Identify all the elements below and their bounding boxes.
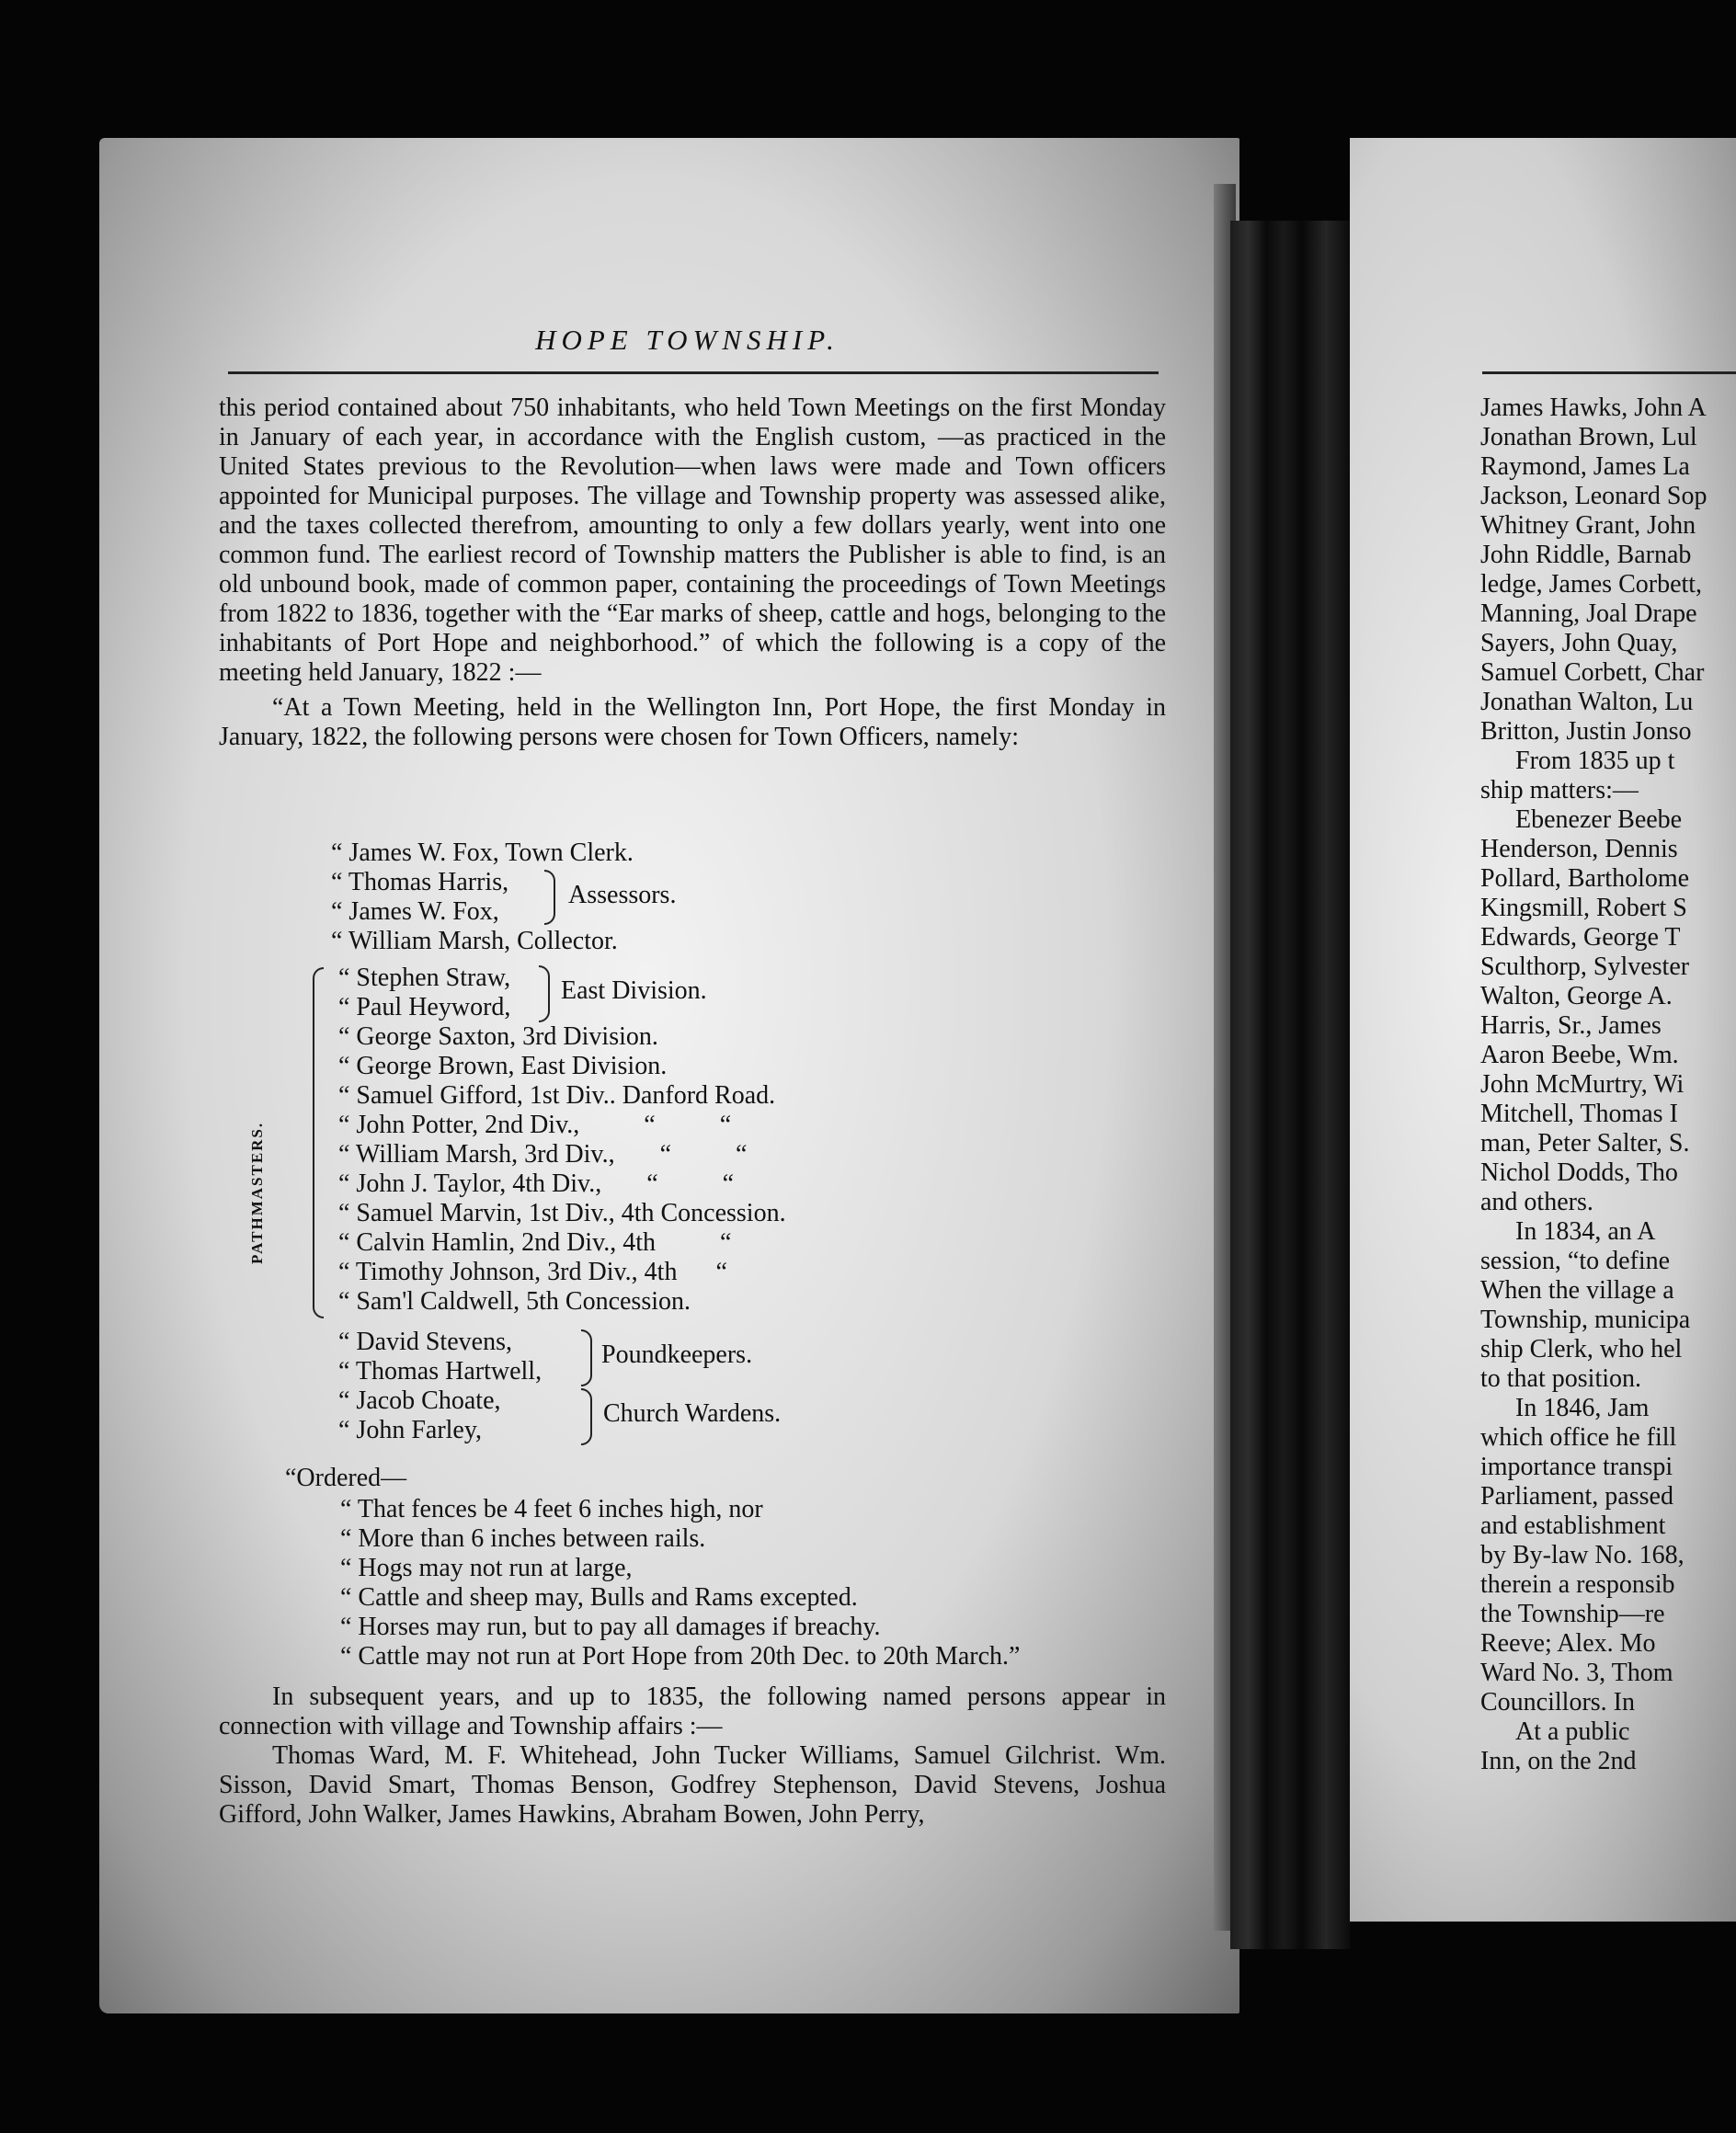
right-page-line: by By-law No. 168, [1480,1541,1685,1569]
right-page-line: the Township—re [1480,1600,1665,1628]
right-page-line: Harris, Sr., James [1480,1011,1662,1040]
right-page-line: and others. [1480,1188,1593,1216]
pathmasters-label: PATHMASTERS. [248,1121,266,1264]
assessors-brace [544,870,555,925]
right-header-rule [1482,371,1736,374]
orders-list [340,1495,1020,1671]
right-page-line: Township, municipa [1480,1306,1691,1334]
keeper-line: “ Thomas Hartwell, [338,1357,542,1386]
right-page-line: Walton, George A. [1480,982,1673,1010]
intro-text [219,394,1166,752]
right-page-line: Manning, Joal Drape [1480,599,1697,628]
header-rule [228,371,1159,374]
right-page-line: Kingsmill, Robert S [1480,894,1687,922]
right-page-line: Whitney Grant, John [1480,511,1696,540]
right-page-line: ship matters:— [1480,776,1639,804]
pathmaster-line: “ John J. Taylor, 4th Div., “ “ [338,1169,735,1198]
pathmaster-line: “ William Marsh, 3rd Div., “ “ [338,1140,748,1169]
pathmaster-line: “ Sam'l Caldwell, 5th Concession. [338,1287,691,1316]
meeting-paragraph: “At a Town Meeting, held in the Wellington Inn, Port Hope, the first Monday in January, 1822, the following persons were chosen for Town Officers, namely: [219,693,1166,751]
order-line: “ More than 6 inches between rails. [340,1524,706,1553]
church-wardens-brace [581,1388,592,1445]
assessors-label: Assessors. [568,881,677,909]
poundkeepers-label: Poundkeepers. [601,1340,753,1369]
order-line: “ That fences be 4 feet 6 inches high, nor [340,1495,763,1523]
right-page-line: John Riddle, Barnab [1480,541,1692,569]
keepers-list [338,1328,542,1445]
pathmaster-line: “ Paul Heyword, [338,993,511,1021]
keeper-line: “ John Farley, [338,1416,483,1444]
right-page-line: ledge, James Corbett, [1480,570,1703,599]
right-page-line: At a public [1515,1717,1630,1746]
right-page-line: When the village a [1480,1276,1674,1305]
right-page-line: which office he fill [1480,1423,1677,1452]
pathmaster-line: “ Stephen Straw, [338,964,511,992]
right-page-line: Jackson, Leonard Sop [1480,482,1707,510]
right-page-line: Councillors. In [1480,1688,1635,1717]
right-page-line: Henderson, Dennis [1480,835,1678,863]
pathmasters-brace [313,967,324,1318]
right-page-line: Aaron Beebe, Wm. [1480,1041,1679,1069]
keeper-line: “ Jacob Choate, [338,1386,501,1415]
book-spine [1230,221,1350,1949]
right-page-line: to that position. [1480,1364,1641,1393]
right-page-line: Reeve; Alex. Mo [1480,1629,1656,1658]
pathmaster-line: “ Calvin Hamlin, 2nd Div., 4th “ [338,1228,732,1257]
right-page-line: Sayers, John Quay, [1480,629,1678,657]
order-line: “ Hogs may not run at large, [340,1554,633,1582]
right-page-line: Britton, Justin Jonso [1480,717,1692,746]
right-page-line: In 1834, an A [1515,1217,1656,1246]
right-page-line: man, Peter Salter, S. [1480,1129,1690,1158]
pathmaster-line: “ Timothy Johnson, 3rd Div., 4th “ [338,1258,727,1286]
right-page-line: James Hawks, John A [1480,394,1707,422]
running-header: HOPE TOWNSHIP. [535,324,839,356]
right-page-line: Ward No. 3, Thom [1480,1659,1673,1687]
officer-line: “ James W. Fox, [331,897,499,926]
order-line: “ Cattle may not run at Port Hope from 20th Dec. to 20th March.” [340,1642,1021,1671]
intro-paragraph: this period contained about 750 inhabitants, who held Town Meetings on the first Monday in January of each year, in accordance with the English custom, —as practiced in the United States previous to the Revolution—when laws were made and Town officers appointed for Municipal purposes. The village and Township property was assessed alike, and the taxes collected therefrom, amounting to only a few dollars yearly, went into one common fund. The earliest record of Township matters the Publisher is able to find, is an old unbound book, made of common paper, containing the proceedings of Town Meetings from 1822 to 1836, together with the “Ear marks of sheep, cattle and hogs, belonging to the inhabitants of Port Hope and neighborhood.” of which the following is a copy of the meeting held January, 1822 :— [219,394,1166,687]
right-page-line: therein a responsib [1480,1570,1675,1599]
pathmaster-line: “ John Potter, 2nd Div., “ “ [338,1111,732,1139]
keeper-line: “ David Stevens, [338,1328,512,1356]
right-page-line: Pollard, Bartholome [1480,864,1690,893]
right-page-line: Sculthorp, Sylvester [1480,952,1690,981]
right-page-line: Samuel Corbett, Char [1480,658,1705,687]
officer-line: “ James W. Fox, Town Clerk. [331,838,634,867]
east-division-label: East Division. [561,976,707,1005]
right-page-line: session, “to define [1480,1247,1671,1275]
right-page-line: Edwards, George T [1480,923,1681,952]
pathmaster-line: “ George Saxton, 3rd Division. [338,1022,658,1051]
right-page-line: In 1846, Jam [1515,1394,1650,1422]
officer-line: “ Thomas Harris, [331,868,509,896]
poundkeepers-brace [581,1329,592,1386]
closing-text [219,1682,1166,1830]
pathmaster-line: “ Samuel Gifford, 1st Div.. Danford Road. [338,1081,776,1110]
right-page-line: Jonathan Walton, Lu [1480,688,1694,716]
pathmaster-line: “ Samuel Marvin, 1st Div., 4th Concession. [338,1199,786,1227]
order-line: “ Horses may run, but to pay all damages if breachy. [340,1613,881,1641]
right-page-line: ship Clerk, who hel [1480,1335,1683,1363]
right-page-line: and establishment [1480,1511,1666,1540]
officer-line: “ William Marsh, Collector. [331,927,618,955]
right-page-line: Ebenezer Beebe [1515,805,1683,834]
right-page-line: Nichol Dodds, Tho [1480,1158,1678,1187]
right-page-line: Parliament, passed [1480,1482,1673,1511]
names-paragraph: Thomas Ward, M. F. Whitehead, John Tucker Williams, Samuel Gilchrist. Wm. Sisson, David Smart, Thomas Benson, Godfrey Stephenson, David Stevens, Joshua Gifford, John Walker, James Hawkins, Abraham Bowen, John Perry, [219,1741,1166,1829]
order-line: “ Cattle and sheep may, Bulls and Rams excepted. [340,1583,858,1612]
pathmaster-line: “ George Brown, East Division. [338,1052,668,1080]
right-page-line: importance transpi [1480,1453,1673,1481]
right-page-line: Jonathan Brown, Lul [1480,423,1697,451]
right-page-line: From 1835 up t [1515,747,1675,775]
right-page-line: Mitchell, Thomas I [1480,1100,1678,1128]
east-division-brace [539,965,550,1022]
right-page-line: Inn, on the 2nd [1480,1747,1637,1775]
ordered-label: “Ordered— [285,1464,407,1492]
pathmasters-list [338,964,786,1317]
right-page-text [1480,394,1736,1776]
subsequent-paragraph: In subsequent years, and up to 1835, the following named persons appear in connection with village and Township affairs :— [219,1682,1166,1740]
right-page-line: John McMurtry, Wi [1480,1070,1685,1099]
church-wardens-label: Church Wardens. [603,1399,782,1428]
right-page-line: Raymond, James La [1480,452,1690,481]
